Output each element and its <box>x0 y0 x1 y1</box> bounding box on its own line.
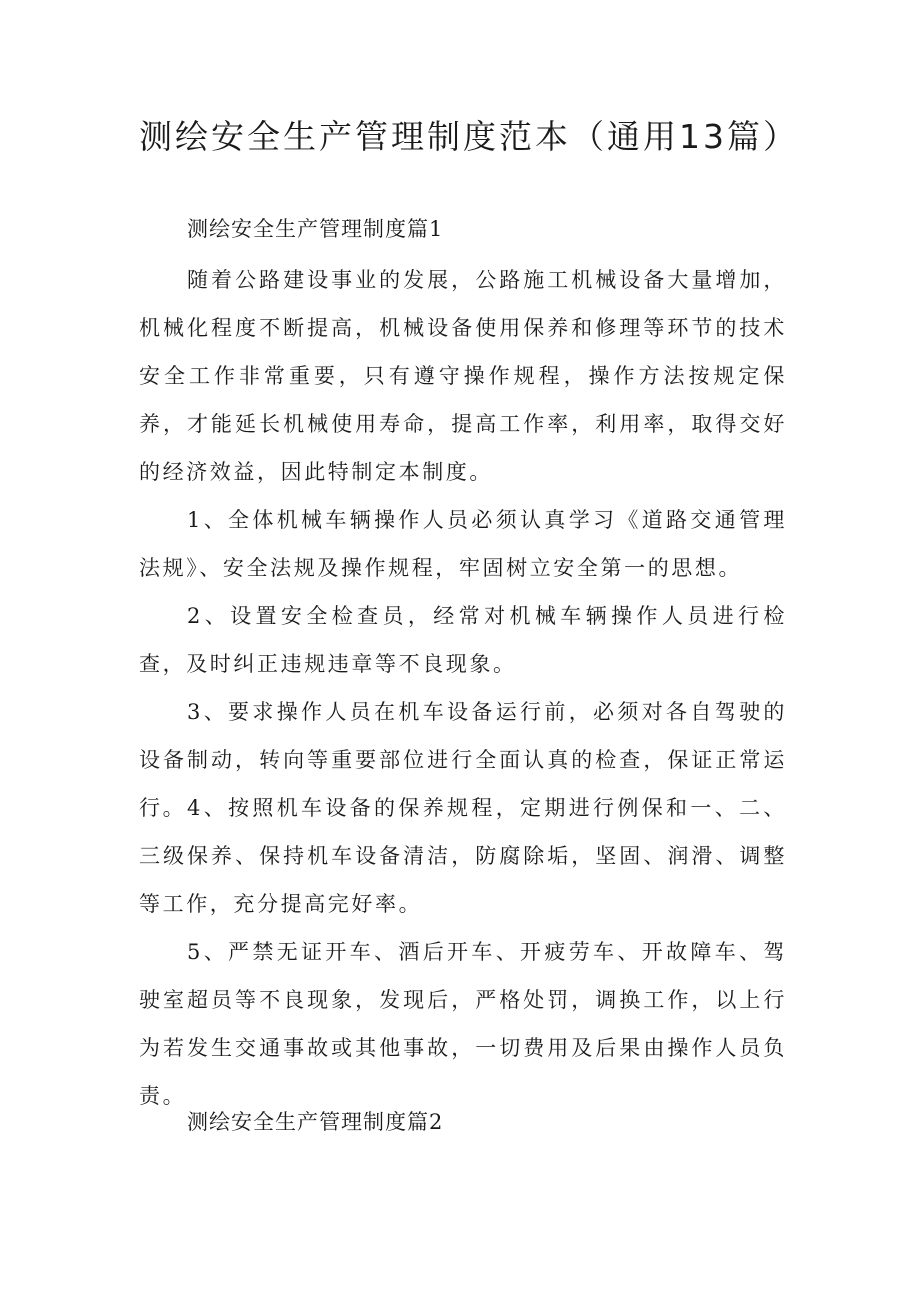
paragraph-intro: 随着公路建设事业的发展，公路施工机械设备大量增加，机械化程度不断提高，机械设备使用保养和修理等环节的技术安全工作非常重要，只有遵守操作规程，操作方法按规定保养，才能延长机械使用寿命，提高工作率，利用率，取得交好的经济效益，因此特制定本制度。 <box>139 268 787 484</box>
section-heading-1: 测绘安全生产管理制度篇1 <box>187 217 444 241</box>
document-title: 测绘安全生产管理制度范本（通用13篇） <box>139 117 799 156</box>
paragraph-rule-4: 4、按照机车设备的保养规程，定期进行例保和一、二、三级保养、保持机车设备清洁，防腐除垢，坚固、润滑、调整等工作，充分提高完好率。 <box>139 796 787 916</box>
paragraph-rule-3: 3、要求操作人员在机车设备运行前，必须对各自驾驶的设备制动，转向等重要部位进行全面认真的检查，保证正常运行。 <box>139 700 787 820</box>
section-heading-2: 测绘安全生产管理制度篇2 <box>187 1110 444 1134</box>
paragraph-rule-2: 2、设置安全检查员，经常对机械车辆操作人员进行检查，及时纠正违规违章等不良现象。 <box>139 604 787 676</box>
paragraph-rule-1: 1、全体机械车辆操作人员必须认真学习《道路交通管理法规》、安全法规及操作规程，牢固树立安全第一的思想。 <box>139 508 787 580</box>
paragraph-rule-5: 5、严禁无证开车、酒后开车、开疲劳车、开故障车、驾驶室超员等不良现象，发现后，严格处罚，调换工作，以上行为若发生交通事故或其他事故，一切费用及后果由操作人员负责。 <box>139 940 787 1108</box>
